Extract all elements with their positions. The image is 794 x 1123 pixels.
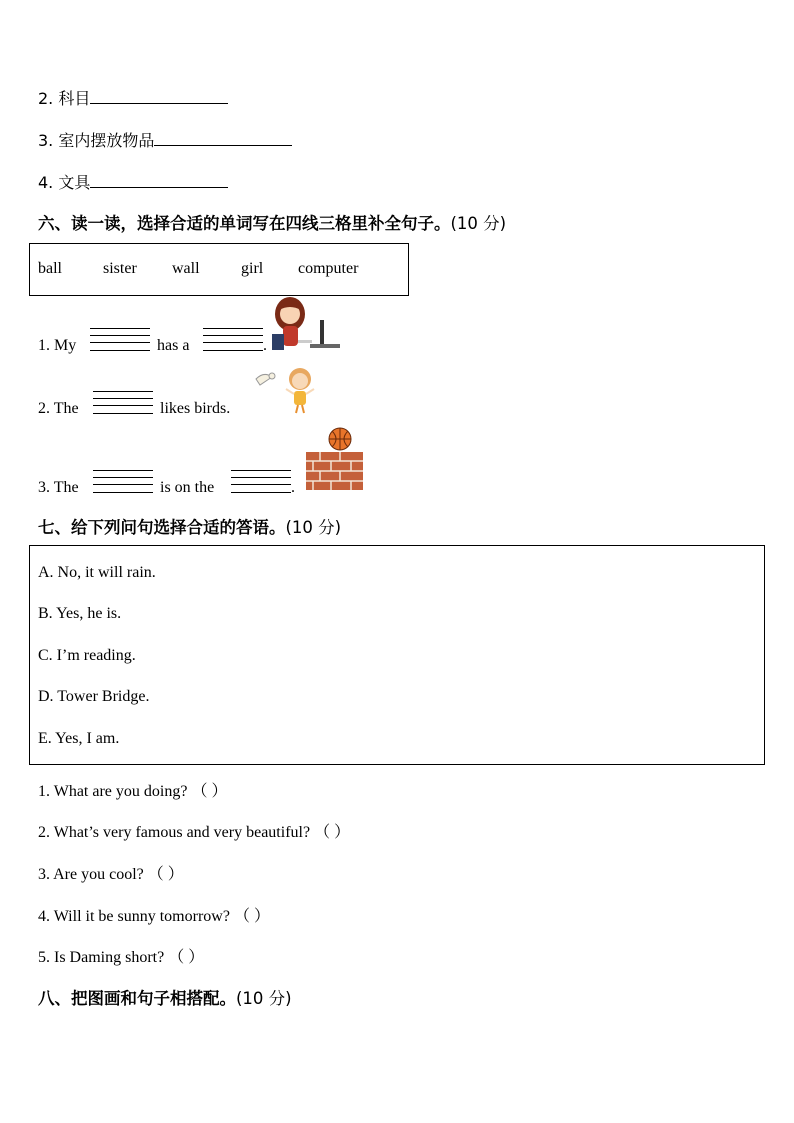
word-bank-sister: sister [103, 260, 137, 277]
answer-blank[interactable] [90, 171, 228, 188]
answer-paren[interactable]: （ ） [168, 949, 205, 966]
answer-blank[interactable] [90, 87, 228, 104]
word-bank-computer: computer [298, 260, 359, 277]
girl-computer-picture [270, 294, 344, 354]
section-8-heading: 八、把图画和句子相搭配。(10 分) [38, 989, 292, 1008]
answer-blank[interactable] [154, 129, 292, 146]
category-row-4: 4. 文具 [38, 170, 228, 193]
option-a: A. No, it will rain. [38, 564, 156, 581]
answer-paren[interactable]: （ ） [147, 866, 184, 883]
question-2: 2. What’s very famous and very beautiful? （ ） [38, 819, 350, 842]
section-7-heading: 七、给下列问句选择合适的答语。(10 分) [38, 518, 342, 537]
sentence-2-end: likes birds. [160, 400, 231, 417]
four-line-grid[interactable] [203, 328, 263, 352]
question-1: 1. What are you doing? （ ） [38, 778, 227, 801]
four-line-grid[interactable] [93, 470, 153, 494]
answer-paren[interactable]: （ ） [314, 824, 351, 841]
sentence-1-start: 1. My [38, 337, 77, 354]
question-5: 5. Is Daming short? （ ） [38, 944, 204, 967]
four-line-grid[interactable] [93, 391, 153, 415]
answer-paren[interactable]: （ ） [191, 783, 228, 800]
question-3: 3. Are you cool? （ ） [38, 861, 184, 884]
question-4: 4. Will it be sunny tomorrow? （ ） [38, 903, 270, 926]
four-line-grid[interactable] [231, 470, 291, 494]
option-c: C. I’m reading. [38, 647, 136, 664]
category-row-3: 3. 室内摆放物品 [38, 128, 292, 151]
sentence-3-middle: is on the [160, 479, 215, 496]
option-b: B. Yes, he is. [38, 605, 122, 622]
sentence-1-end: . [263, 337, 267, 354]
option-d: D. Tower Bridge. [38, 688, 150, 705]
category-row-2: 2. 科目 [38, 86, 228, 109]
girl-bird-picture [252, 363, 324, 415]
word-bank-girl: girl [241, 260, 264, 277]
sentence-3-start: 3. The [38, 479, 79, 496]
answer-paren[interactable]: （ ） [233, 908, 270, 925]
option-e: E. Yes, I am. [38, 730, 120, 747]
word-bank-wall: wall [172, 260, 200, 277]
sentence-3-end: . [291, 479, 295, 496]
section-6-heading: 六、读一读，选择合适的单词写在四线三格里补全句子。(10 分) [38, 214, 507, 233]
sentence-1-middle: has a [157, 337, 190, 354]
sentence-2-start: 2. The [38, 400, 79, 417]
word-bank-ball: ball [38, 260, 62, 277]
four-line-grid[interactable] [90, 328, 150, 352]
ball-wall-picture [305, 426, 365, 492]
